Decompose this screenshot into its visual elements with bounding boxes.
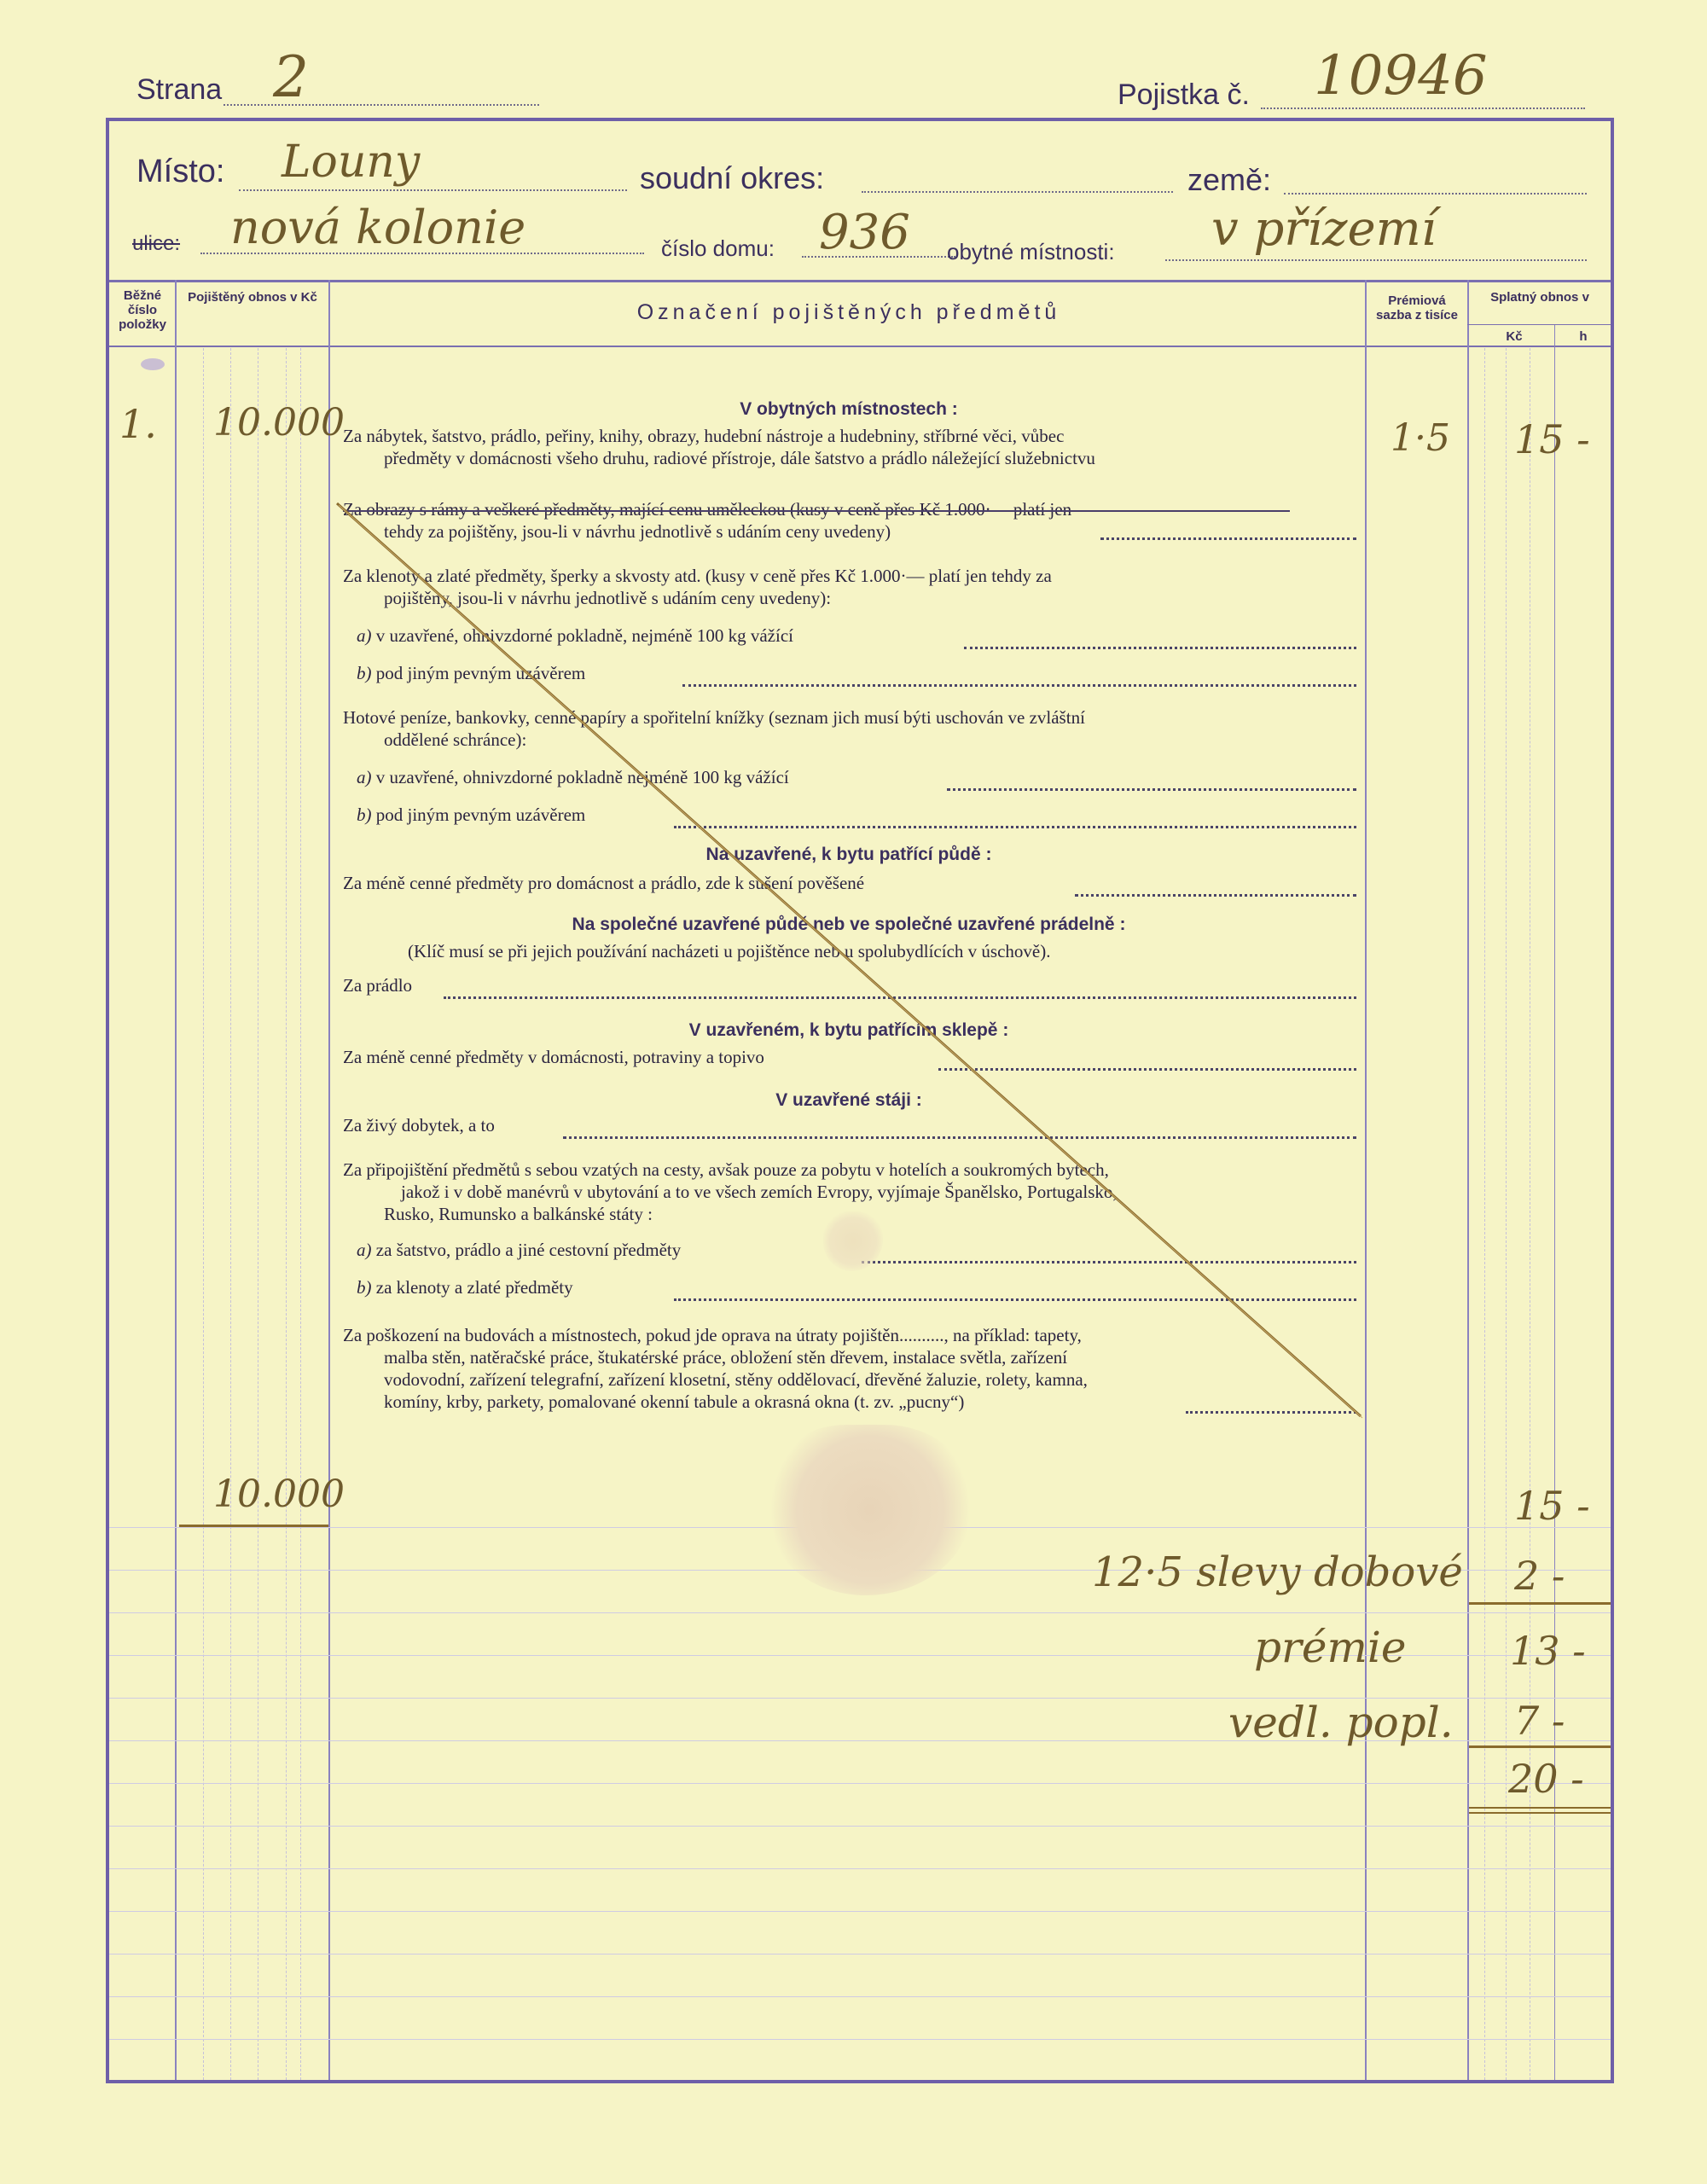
section-title-sklep: V uzavřeném, k bytu patřícím sklepě : [688,1020,1009,1040]
text-line: Za poškození na budovách a místnostech, pokud jde oprava na útraty pojištěn.........., na příklad: tapety, [343,1325,1082,1345]
text-line: Rusko, Rumunsko a balkánské státy : [384,1204,653,1224]
sum-underline [179,1525,328,1527]
text-line: pojištěny, jsou-li v návrhu jednotlivě s udáním ceny uvedeny): [384,588,832,608]
ulice-value: nová kolonie [230,200,526,254]
option-text: pod jiným pevným uzávěrem [375,804,586,825]
option-text: za šatstvo, prádlo a jiné cestovní předměty [375,1240,682,1260]
sleva-label: 12·5 slevy dobové [1092,1548,1463,1596]
sleva-underline [1469,1602,1611,1605]
cislo-value: 936 [819,205,910,260]
section-title-spolecna: Na společné uzavřené půdě neb ve společné uzavřené prádelně : [572,915,1126,934]
ink-blot [141,358,165,370]
sleva-value: 2 - [1514,1553,1565,1599]
okres-label: soudní okres: [640,160,825,195]
total-value: 20 - [1508,1756,1584,1802]
text-line: Za nábytek, šatstvo, prádlo, peřiny, knihy, obrazy, hudební nástroje a hudebniny, stříbrné věci, vůbec [343,426,1065,446]
text-line: Za méně cenné předměty v domácnosti, potraviny a topivo [343,1047,764,1067]
option-letter: a) [357,1240,372,1260]
text-line: vodovodní, zařízení telegrafní, zařízení klosetní, stěny oddělovací, dřevěné žaluzie, rolety, kamna, [384,1369,1088,1390]
item-number: 1. [119,401,157,447]
section-title-puda: Na uzavřené, k bytu patřící půdě : [705,845,992,864]
text-line: (Klíč musí se při jejich používání nacházeti u pojištěnce neb u spolubydlících v úschově). [408,941,1051,961]
option-text: v uzavřené, ohnivzdorné pokladně, nejméně 100 kg vážící [375,625,793,646]
col-head-h: h [1579,329,1588,344]
strana-value: 2 [273,44,309,110]
obytne-label: obytné místnosti: [947,239,1115,264]
sum-amount: 10.000 [213,1472,345,1516]
col-head-kc: Kč [1506,329,1523,344]
item-paid: 15 - [1514,416,1590,462]
option-text: v uzavřené, ohnivzdorné pokladně nejméně 100 kg vážící [375,767,789,787]
text-line: Za prádlo [343,975,413,996]
option-letter: a) [357,625,372,646]
popl-label: vedl. popl. [1228,1698,1454,1747]
col-head-premiova: Prémiová sazba z tisíce [1376,293,1458,322]
col-head-oznaceni: Označení pojištěných předmětů [636,300,1061,324]
pojistka-value: 10946 [1314,44,1488,107]
text-line: předměty v domácnosti všeho druhu, radiové přístroje, dále šatstvo a prádlo náležející služebnictvu [384,448,1095,468]
premie-value: 13 - [1510,1628,1586,1674]
text-line: Za připojištění předmětů s sebou vzatých na cesty, avšak pouze za pobytu v hotelích a soukromých bytech, [343,1159,1109,1180]
section-title-obytne: V obytných místnostech : [740,399,958,419]
sum-paid: 15 - [1514,1483,1590,1529]
text-line: malba stěn, natěračské práce, štukatérské práce, obložení stěn dřevem, instalace světla, zařízení [384,1347,1068,1368]
text-line: oddělené schránce): [384,729,527,750]
premie-label: prémie [1254,1623,1407,1672]
option-text: za klenoty a zlaté předměty [375,1277,573,1298]
total-underline [1469,1745,1611,1748]
misto-value: Louny [282,136,421,188]
text-line: tehdy za pojištěny, jsou-li v návrhu jednotlivě s udáním ceny uvedeny) [384,521,891,542]
obytne-value: v přízemí [1211,201,1437,257]
col-head-splatny: Splatný obnos v [1490,290,1589,305]
text-line: Za méně cenné předměty pro domácnost a prádlo, zde k sušení pověšené [343,873,865,893]
text-line: Za klenoty a zlaté předměty, šperky a skvosty atd. (kusy v ceně přes Kč 1.000·— platí jen tehdy za [343,566,1052,586]
text-line: Hotové peníze, bankovky, cenné papíry a spořitelní knížky (seznam jich musí býti uschován ve zvláštní [343,707,1085,728]
item-amount: 10.000 [213,401,345,444]
text-line: Za živý dobytek, a to [343,1115,495,1136]
popl-value: 7 - [1514,1698,1565,1744]
section-title-staj: V uzavřené stáji : [775,1090,922,1110]
item-rate: 1·5 [1391,416,1450,460]
col-head-bezne: Běžné číslo položky [119,288,166,332]
text-line: jakož i v době manévrů v ubytování a to ve všech zemích Evropy, vyjímaje Španělsko, Portugalsko, [401,1182,1118,1202]
ulice-label: ulice: [132,232,181,255]
option-letter: b) [357,663,372,683]
pojistka-label: Pojistka č. [1118,78,1250,111]
option-letter: b) [357,804,372,825]
option-text: pod jiným pevným uzávěrem [375,663,586,683]
misto-label: Místo: [136,154,225,189]
zeme-label: země: [1187,162,1272,197]
cislo-label: číslo domu: [661,235,775,261]
text-line: Za obrazy s rámy a veškeré předměty, mající cenu uměleckou (kusy v ceně přes Kč 1.000·— platí jen [343,499,1072,520]
total-double-underline [1469,1807,1611,1814]
option-letter: b) [357,1277,372,1298]
text-line: komíny, krby, parkety, pomalované okenní tabule a okrasná okna (t. zv. „pucny“) [384,1391,965,1412]
col-head-obnos: Pojištěný obnos v Kč [188,290,317,305]
strana-label: Strana [136,73,223,106]
option-letter: a) [357,767,372,787]
